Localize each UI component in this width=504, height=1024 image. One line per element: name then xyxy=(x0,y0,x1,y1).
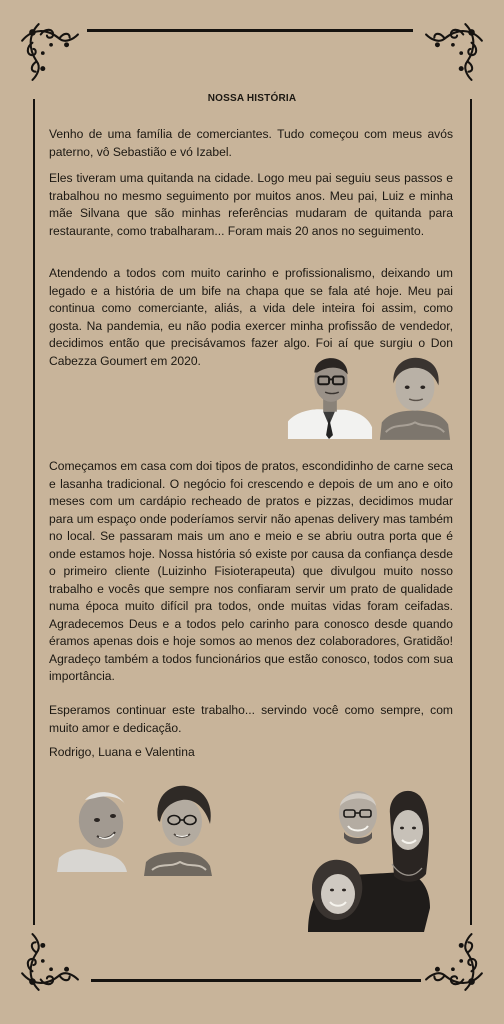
ornament-top-right-icon xyxy=(424,20,486,82)
grandmother-photo xyxy=(376,354,454,442)
ornament-bottom-right-icon xyxy=(424,932,486,994)
signature: Rodrigo, Luana e Valentina xyxy=(49,745,195,759)
frame-top-border xyxy=(87,29,413,32)
frame-right-border xyxy=(470,99,472,925)
ornament-top-left-icon xyxy=(18,20,80,82)
mother-photo xyxy=(140,782,220,878)
frame-left-border xyxy=(33,99,35,925)
ornament-bottom-left-icon xyxy=(18,932,80,994)
paragraph-growth: Começamos em casa com doi tipos de pratos, escondidinho de carne seca e lasanha tradicional. O negócio foi crescendo e depois de um ano e oito meses com um cardápio recheado de pratos e pizzas, decidimos mudar para um espaço onde poderíamos servir não apenas delivery mas também no local. Se passaram mais um ano e meio e se abriu outra porta que é onde estamos hoje. Nossa história só existe por causa da confiança desde o primeiro cliente (Luizinho Fisioterapeuta) que divulgou muito nosso trabalho e vocês que sempre nos confiaram servir um prato de qualidade numa época muito difícil pra todos, onde muitas vidas foram ceifadas. Agradecemos Deus e a todos pelo carinho para conosco desde quando éramos apenas dois e hoje somos ao menos dez colaboradores, Gratidão! Agradeço também a todos funcionários que estão conosco, todos com sua importância. xyxy=(49,459,453,683)
grandfather-photo xyxy=(286,353,374,441)
frame-bottom-border xyxy=(91,979,421,982)
paragraph-closing: Esperamos continuar este trabalho... servindo você como sempre, com muito amor e dedicação. xyxy=(49,703,453,735)
family-photo xyxy=(304,784,434,934)
paragraph-quitanda: Eles tiveram uma quitanda na cidade. Logo meu pai seguiu seus passos e trabalhou no mesmo seguimento por muitos anos. Meu pai, Luiz e minha mãe Silvana que são minhas referências mudaram de quitanda para restaurante, como trabalharam... Foram mais 20 anos no seguimento. xyxy=(49,171,453,238)
father-photo xyxy=(55,782,135,876)
paragraph-legacy: Atendendo a todos com muito carinho e profissionalismo, deixando um legado e a história de um bife na chapa que se fala até hoje. Meu pai continua como comerciante, aliás, a vida dele inteira foi assim, como gosta. Na pandemia, eu não podia exercer minha profissão de vendedor, decidimos então que precisávamos fazer algo. Foi aí que surgiu o Don Cabezza Goumert em 2020. xyxy=(49,266,453,368)
page-title: NOSSA HISTÓRIA xyxy=(207,93,297,104)
paragraph-origins: Venho de uma família de comerciantes. Tudo começou com meus avós paterno, vô Sebastião e vó Izabel. xyxy=(49,127,453,159)
